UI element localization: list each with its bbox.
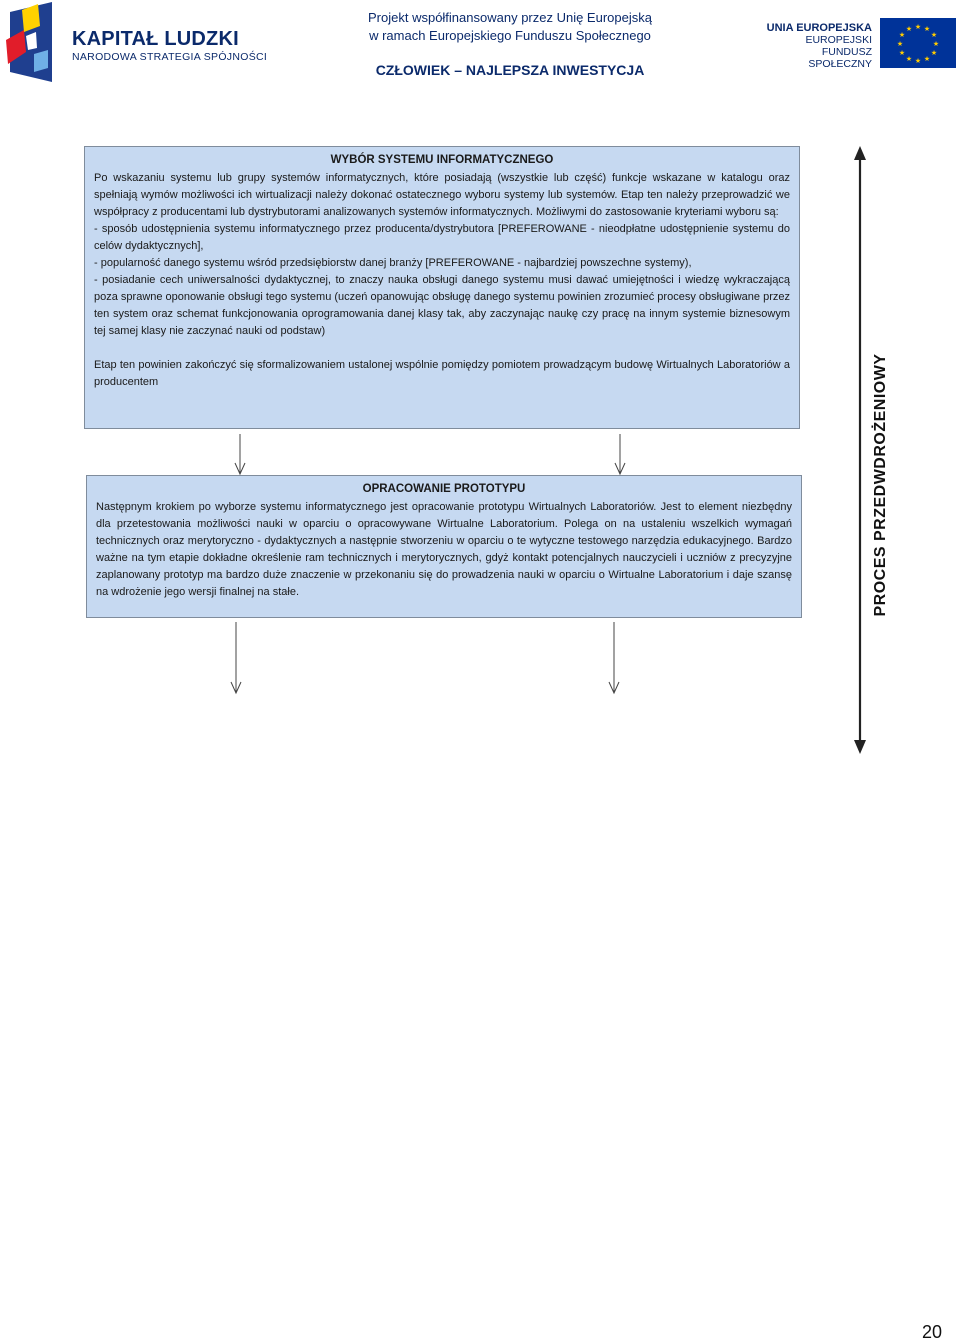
svg-text:★: ★ [923,25,931,33]
selection-intro: Po wskazaniu systemu lub grupy systemów informatycznych, które posiadają (wszystkie lub część) funkcje wskazane w katalogu oraz spełniają wymów możliwości ich wirtualizacji należy dokonać ostatecznego wyboru systemy lub systemów. Etap ten należy przeprowadzić we współpracy z producentami lub dystrybutorami analizowanych systemów informatycznych. Możliwymi do zastosowanie kryteriami wyboru są: [94,172,790,218]
svg-text:★: ★ [914,23,922,31]
svg-text:★: ★ [898,31,906,39]
process-label: PROCES PRZEDWDROŻENIOWY [872,353,889,617]
svg-text:★: ★ [930,31,938,39]
prototype-title: OPRACOWANIE PROTOTYPU [362,483,526,495]
svg-text:★: ★ [932,40,940,48]
svg-text:★: ★ [905,55,913,63]
svg-text:★: ★ [896,40,904,48]
project-line-2: w ramach Europejskiego Funduszu Społecznego [369,28,651,43]
criterion-2: - popularność danego systemu wśród przedsiębiorstw danej branży [PREFEROWANE - najbardziej powszechne systemy), [94,257,692,269]
logo-subtitle: NARODOWA STRATEGIA SPÓJNOŚCI [72,51,268,63]
page-number: 20 [921,1322,942,1342]
svg-text:★: ★ [898,49,906,57]
selection-title: WYBÓR SYSTEMU INFORMATYCZNEGO [330,154,554,166]
criterion-3: - posiadanie cech uniwersalności dydaktycznej, to znaczy nauka obsługi danego systemu musi dawać umiejętności i wiedzę wykraczającą poza sprawne oponowanie obsługi tego systemu (uczeń opanowując obsługę danego systemu powinien zrozumieć procesy obsługiwane przez ten system oraz schemat funkcjonowania oprogramowania danej klasy tak, aby zaczynając naukę czy pracę na innym systemie biznesowym tej samej klasy nie zaczynać nauki od podstaw) [94,274,790,337]
criterion-1: - sposób udostępnienia systemu informatycznego przez producenta/dystrybutora [PREFEROWANE - nieodpłatne udostępnienie systemu do celów dydaktycznych], [94,223,790,252]
project-line-1: Projekt współfinansowany przez Unię Europejską [368,10,652,25]
svg-text:★: ★ [914,57,922,65]
logo-title: KAPITAŁ LUDZKI [72,28,239,50]
svg-text:★: ★ [905,25,913,33]
slogan: CZŁOWIEK – NAJLEPSZA INWESTYCJA [375,62,645,78]
svg-text:★: ★ [930,49,938,57]
process-double-arrow [854,146,866,754]
eu-line-3: FUNDUSZ SPOŁECZNY [808,46,872,70]
prototype-text: Następnym krokiem po wyborze systemu informatycznego jest opracowanie prototypu Wirtualnych Laboratoriów. Jest to element niezbędny dla przetestowania możliwości nauki w oparciu o opracowywane Wirtualne Laboratorium. Polega on na ustaleniu wszelkich wymagań technicznych oraz merytoryczno - dydaktycznych a następnie stworzeniu w oparciu o te wytyczne testowego narzędzia edukacyjnego. Bardzo ważne na tym etapie dokładne określenie ram technicznych i merytorycznych, gdyż kontakt potencjalnych nauczycieli i uczniów z precyzyjne zaplanowany prototyp ma bardzo duże znaczenie w przekonaniu się do prowadzenia nauki w oparciu o Wirtualne Laboratorium i daje szansę na wdrożenie jego wersji finalnej na stałe. [96,501,792,598]
svg-text:★: ★ [923,55,931,63]
eu-line-2: EUROPEJSKI [805,34,872,46]
selection-closing: Etap ten powinien zakończyć się sformalizowaniem ustalonej wspólnie pomiędzy pomiotem prowadzącym budowę Wirtualnych Laboratoriów a producentem [94,359,790,388]
eu-line-1: UNIA EUROPEJSKA [766,22,872,34]
